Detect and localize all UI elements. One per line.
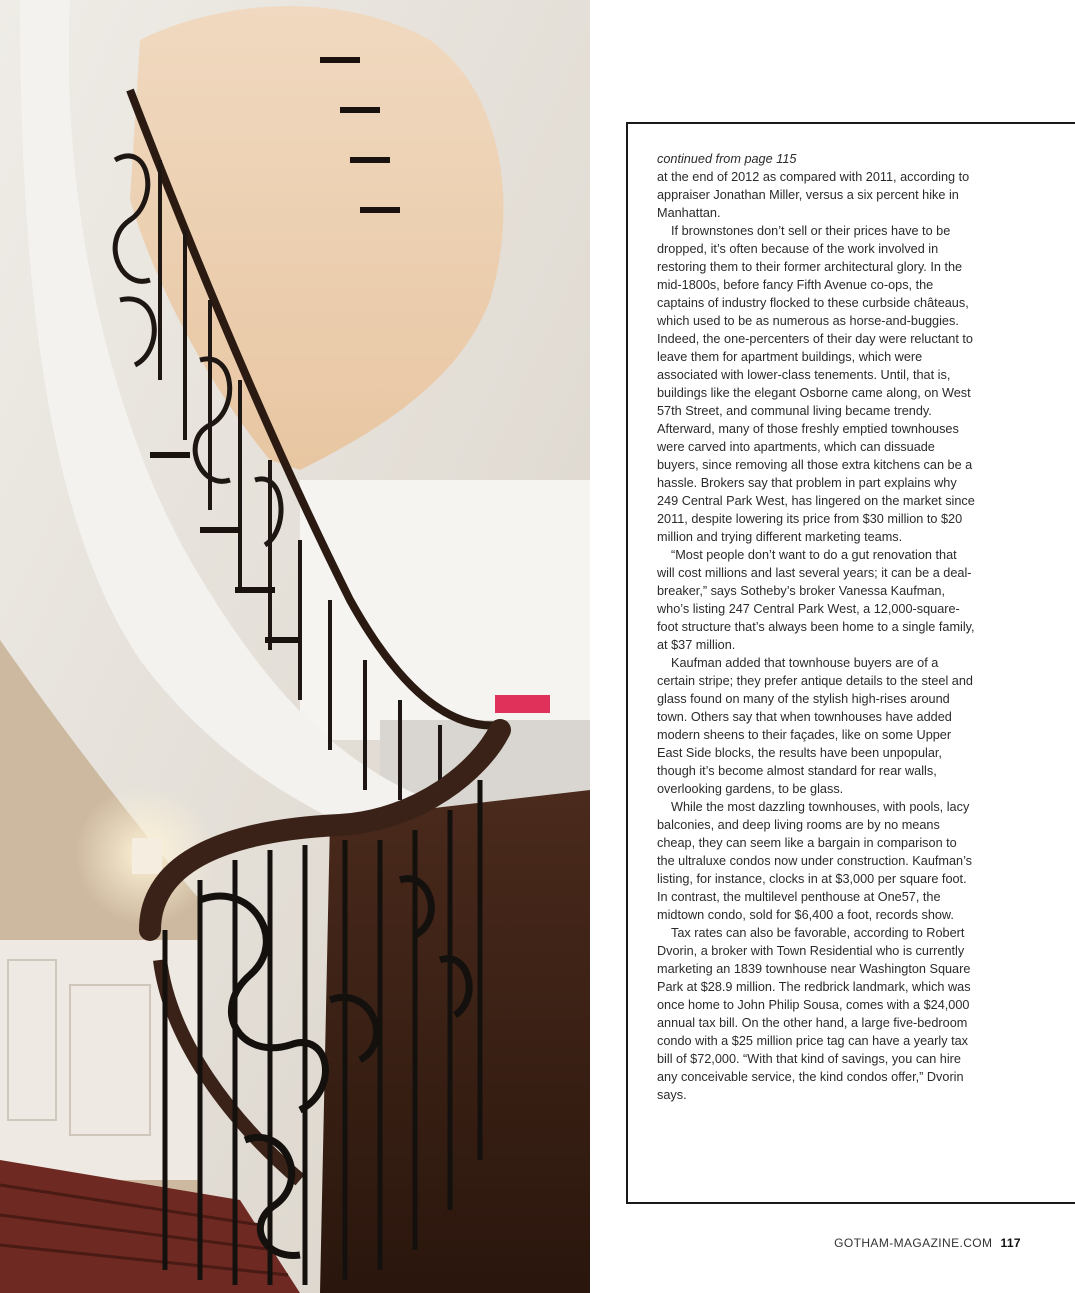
page-footer xyxy=(834,1236,1021,1250)
article-body xyxy=(657,150,975,1104)
article-paragraph: at the end of 2012 as compared with 2011, according to appraiser Jonathan Miller, versus a six percent hike in Manhattan. xyxy=(657,170,970,220)
article-paragraph: If brownstones don’t sell or their prices have to be dropped, it’s often because of the work involved in restoring them to their former architectural glory. In the mid-1800s, before fancy Fifth Avenue co-ops, the captains of industry flocked to these curbside châteaus, which used to be as numerous as horse-and-buggies. Indeed, the one-percenters of their day were reluctant to leave them for apartment buildings, which were associated with lower-class tenements. Until, that is, buildings like the elegant Osborne came along, on West 57th Street, and communal living became trendy. Afterward, many of those freshly emptied townhouses were carved into apartments, which can dissuade buyers, since removing all those extra kitchens can be a hassle. Brokers say that problem in part explains why 249 Central Park West, has lingered on the market since 2011, despite lowering its price from $30 million to $20 million and trying different marketing teams. xyxy=(657,224,975,544)
continued-from-note: continued from page 115 xyxy=(657,152,797,166)
article-box xyxy=(626,122,1075,1204)
page-number: 117 xyxy=(1000,1236,1021,1250)
article-paragraph: While the most dazzling townhouses, with pools, lacy balconies, and deep living rooms are by no means cheap, they can seem like a bargain in comparison to the ultraluxe condos now under construction. Kaufman’s listing, for instance, clocks in at $3,000 per square foot. In contrast, the multilevel penthouse at One57, the midtown condo, sold for $6,400 a foot, records show. xyxy=(657,800,973,922)
site-url: GOTHAM-MAGAZINE.COM xyxy=(834,1236,993,1250)
article-paragraph: “Most people don’t want to do a gut renovation that will cost millions and last several years; it can be a deal-breaker,” says Sotheby’s broker Vanessa Kaufman, who’s listing 247 Central Park West, a 12,000-square-foot structure that’s always been home to a single family, at $37 million. xyxy=(657,548,975,652)
article-paragraph: Tax rates can also be favorable, according to Robert Dvorin, a broker with Town Residential who is currently marketing an 1839 townhouse near Washington Square Park at $28.9 million. The redbrick landmark, which was once home to John Philip Sousa, comes with a $24,000 annual tax bill. On the other hand, a large five-bedroom condo with a $25 million price tag can have a yearly tax bill of $72,000. “With that kind of savings, you can hire any conceivable service, the kind condos offer,” Dvorin says. xyxy=(657,926,971,1102)
article-paragraph: Kaufman added that townhouse buyers are of a certain stripe; they prefer antique details to the steel and glass found on many of the stylish high-rises around town. Others say that when townhouses have added modern sheens to their façades, like on some Upper East Side blocks, the results have been unpopular, though it’s become almost standard for rear walls, overlooking gardens, to be glass. xyxy=(657,656,973,796)
